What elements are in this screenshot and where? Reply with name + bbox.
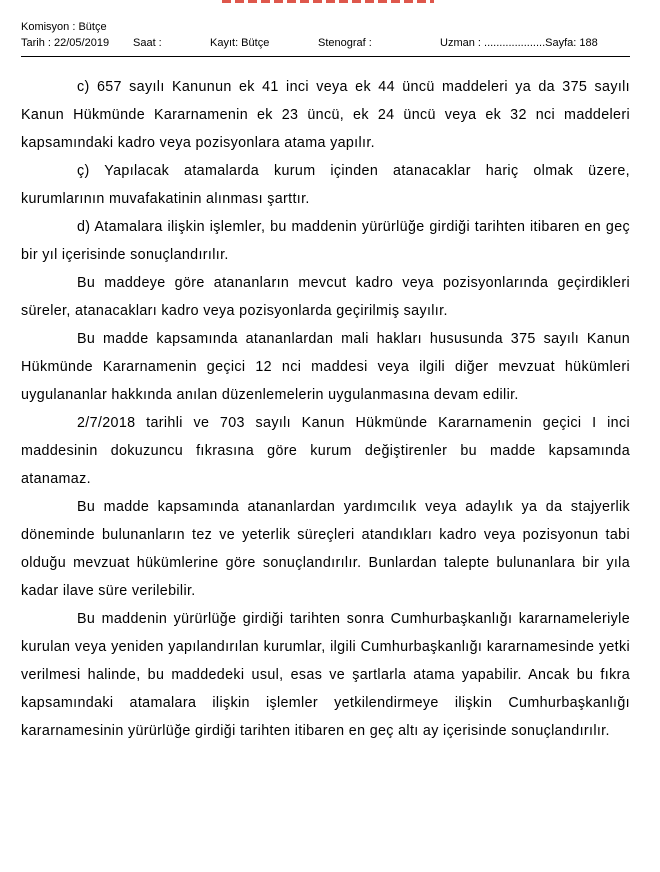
komisyon-label: Komisyon : Bütçe [21,21,107,33]
paragraph-sure: Bu maddeye göre atananların mevcut kadro veya pozisyonlarında geçirdikleri süreler, atanacakları kadro veya pozisyonlarda geçirilmiş sayılır. [21,275,630,319]
stenograf-label: Stenograf : [318,37,372,49]
header-divider [21,56,630,57]
top-stamp [222,0,434,3]
saat-label: Saat : [133,37,162,49]
document-body [21,73,630,745]
paragraph-d: d) Atamalara ilişkin işlemler, bu maddenin yürürlüğe girdiği tarihten itibaren en geç bir yıl içerisinde sonuçlandırılır. [21,219,630,263]
page-header [21,19,630,51]
paragraph-c: c) 657 sayılı Kanunun ek 41 inci veya ek 44 üncü maddeleri ya da 375 sayılı Kanun Hükmünde Kararnamenin ek 23 üncü, ek 24 üncü veya ek 32 nci maddeleri kapsamındaki kadro veya pozisyonlara atama yapılır. [21,79,630,151]
header-meta-row [21,35,630,51]
kayit-label: Kayıt: Bütçe [210,37,270,49]
paragraph-yardimcilik: Bu madde kapsamında atananlardan yardımcılık veya adaylık ya da stajyerlik döneminde bulunanların tez ve yeterlik süreçleri atandıkları kadro veya pozisyonun tabi olduğu mevzuat hükümlerine göre sonuçlandırılır. Bunlardan talepte bulunanlara bir yıla kadar ilave süre verilebilir. [21,499,630,599]
uzman-sayfa-label: Uzman : ....................Sayfa: 188 [440,37,598,49]
paragraph-cc: ç) Yapılacak atamalarda kurum içinden atanacaklar hariç olmak üzere, kurumlarının muvafakatinin alınması şarttır. [21,163,630,207]
paragraph-mali-haklar: Bu madde kapsamında atananlardan mali hakları hususunda 375 sayılı Kanun Hükmünde Kararnamenin geçici 12 nci maddesi veya ilgili diğer mevzuat hükümleri uygulananlar hakkında anılan düzenlemelerin uygulanmasına devam edilir. [21,331,630,403]
paragraph-kurum-degistirenler: 2/7/2018 tarihli ve 703 sayılı Kanun Hükmünde Kararnamenin geçici I inci maddesinin dokuzuncu fıkrasına göre kurum değiştirenler bu madde kapsamında atanamaz. [21,415,630,487]
tarih-label: Tarih : 22/05/2019 [21,37,110,49]
paragraph-cumhurbaskanligi: Bu maddenin yürürlüğe girdiği tarihten sonra Cumhurbaşkanlığı kararnameleriyle kurulan veya yeniden yapılandırılan kurumlar, ilgili Cumhurbaşkanlığı kararnamesinde yetki verilmesi halinde, bu maddedeki usul, esas ve şartlarla atama yapabilir. Ancak bu fıkra kapsamındaki atamalara ilişkin işlemler yetkilendirmeye ilişkin Cumhurbaşkanlığı kararnamesinin yürürlüğe girdiği tarihten itibaren en geç altı ay içerisinde sonuçlandırılır. [21,611,630,739]
